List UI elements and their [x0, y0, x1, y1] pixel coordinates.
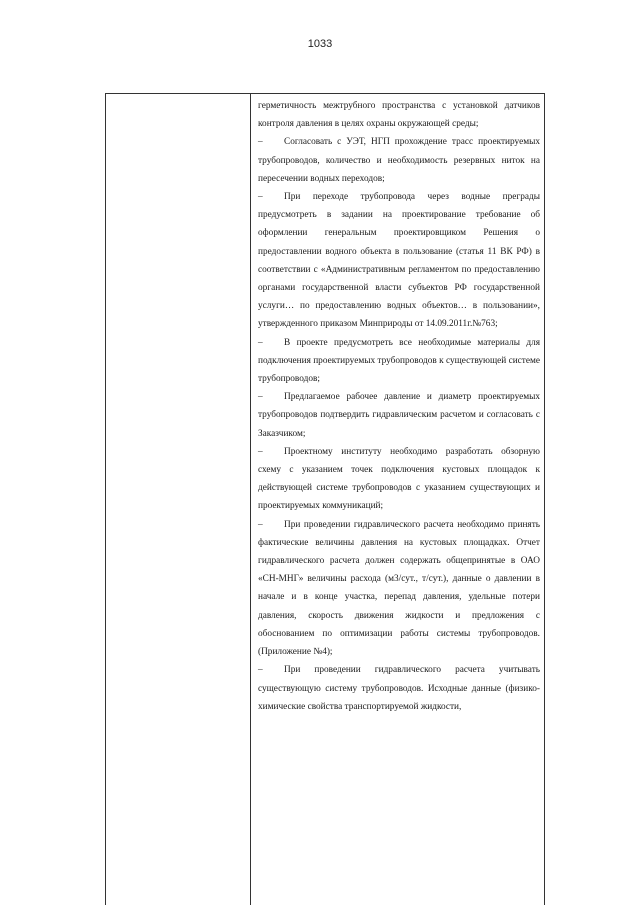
- paragraph-text: При проведении гидравлического расчета необходимо принять фактические величины давления на кустовых площадках. Отчет гидравлического расчета должен содержать общепринятые в ОАО «СН-МНГ» величины расхода (м3/сут., т/сут.), данные о давлении в начале и в конце участка, перепад давления, удельные потери давления, скорость движения жидкости и предложения с обоснованием по оптимизации работы системы трубопроводов. (Приложение №4);: [258, 519, 540, 658]
- paragraph-text: Проектному институту необходимо разработать обзорную схему с указанием точек подключения кустовых площадок к действующей системе трубопроводов с указанием существующих и проектируемых коммуникаций;: [258, 446, 540, 512]
- paragraph-text: При переходе трубопровода через водные преграды предусмотреть в задании на проектирование требование об оформлении генеральным проектировщиком Решения о предоставлении водного объекта в пользование (статья 11 ВК РФ) в соответствии с «Административным регламентом по предоставлению органами государственной власти субъектов РФ государственной услуги… по предоставлению водных объектов… в пользовании», утвержденного приказом Минприроды от 14.09.2011г.№763;: [258, 192, 540, 330]
- list-dash: –: [258, 192, 263, 203]
- paragraph-4: [258, 334, 540, 389]
- paragraph-1: [258, 97, 540, 133]
- paragraph-2: [258, 133, 540, 188]
- requirements-table: [105, 93, 545, 905]
- paragraph-text: Согласовать с УЭТ, НГП прохождение трасс проектируемых трубопроводов, количество и необходимость резервных ниток на пересечении водных переходов;: [258, 137, 540, 184]
- paragraph-3: [258, 188, 540, 334]
- list-dash: –: [258, 519, 263, 530]
- paragraph-5: [258, 388, 540, 443]
- paragraph-8: [258, 661, 540, 716]
- paragraph-text: В проекте предусмотреть все необходимые материалы для подключения проектируемых трубопроводов к существующей системе трубопроводов;: [258, 337, 540, 385]
- paragraph-6: [258, 443, 540, 516]
- paragraph-text: При проведении гидравлического расчета учитывать существующую систему трубопроводов. Исходные данные (физико-химические свойства транспортируемой жидкости,: [258, 665, 540, 712]
- paragraph-text: Предлагаемое рабочее давление и диаметр проектируемых трубопроводов подтвердить гидравлическим расчетом и согласовать с Заказчиком;: [258, 392, 540, 439]
- table-left-column: [106, 94, 251, 905]
- list-dash: –: [258, 337, 263, 348]
- table-right-column: [251, 94, 544, 905]
- list-dash: –: [258, 137, 263, 148]
- list-dash: –: [258, 446, 263, 457]
- list-dash: –: [258, 665, 263, 676]
- list-dash: –: [258, 392, 263, 403]
- page-number: 1033: [307, 38, 333, 50]
- paragraph-7: [258, 516, 540, 662]
- paragraph-text: герметичность межтрубного пространства с установкой датчиков контроля давления в целях охраны окружающей среды;: [258, 101, 540, 130]
